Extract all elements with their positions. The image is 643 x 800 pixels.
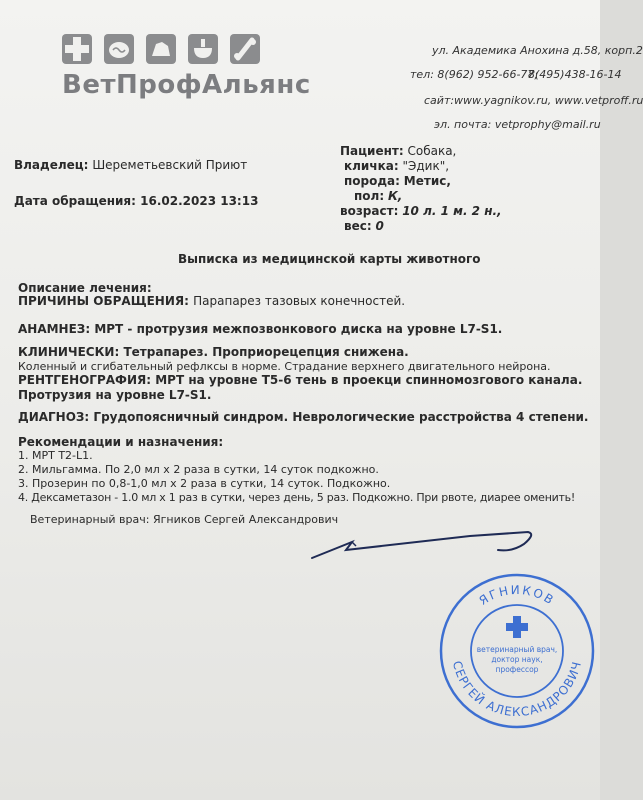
visit-row [14,194,258,208]
stamp-bottom-text: СЕРГЕЙ АЛЕКСАНДРОВИЧ [449,659,585,720]
weight-value: 0 [375,219,384,233]
clinic-website: сайт:www.yagnikov.ru, www.vetproff.ru [424,94,643,107]
dog-icon [146,34,176,64]
clinical-text: Тетрапарез. Проприорецепция снижена. [123,345,409,359]
document-title: Выписка из медицинской карты животного [178,252,481,266]
diagnosis-text: Грудопоясничный синдром. Неврологические расстройства 4 степени. [93,410,589,424]
recommendation-item: 4. Дексаметазон - 1.0 мл х 1 раз в сутки, через день, 5 раз. Подкожно. При рвоте, диарее оменить! [18,491,576,504]
sex-value: К, [387,189,403,203]
clinic-name: ВетПрофАльянс [62,70,311,100]
recommendation-item: 3. Прозерин по 0,8-1,0 мл х 2 раза в сутки, 14 суток. Подкожно. [18,477,391,490]
reasons-text: Парапарез тазовых конечностей. [193,294,406,308]
xray-text: МРТ на уровне Т5-6 тень в проекци спинномозгового канала. [155,373,583,387]
bone-icon [230,34,260,64]
stamp-inner-2: доктор наук, [491,655,543,664]
treatment-label: Описание лечения: [18,281,152,295]
clinical-label: КЛИНИЧЕСКИ: [18,345,120,359]
visit-label: Дата обращения: [14,194,136,208]
doctor-name: Ветеринарный врач: Ягников Сергей Александрович [30,513,339,526]
breed-value: Метис, [403,174,451,188]
owner-value: Шереметьевский Приют [92,158,248,172]
anamnesis-text: МРТ - протрузия межпозвонкового диска на уровне L7-S1. [94,322,503,336]
stamp-inner-3: профессор [495,665,539,674]
clinic-email: эл. почта: vetprophy@mail.ru [434,118,601,131]
xray-label: РЕНТГЕНОГРАФИЯ: [18,373,152,387]
clinical-line2: Коленный и сгибательный рефлксы в норме. Страдание верхнего двигательного нейрона. [18,360,551,373]
recommendation-item: 2. Мильгамма. По 2,0 мл х 2 раза в сутки, 14 суток подкожно. [18,463,379,476]
nick-value: "Эдик", [402,159,450,173]
nick-label: кличка: [344,159,399,173]
recommendations-label: Рекомендации и назначения: [18,435,224,449]
brain-icon [104,34,134,64]
anamnesis-row [18,322,502,336]
owner-row [14,158,247,172]
xray-line2: Протрузия на уровне L7-S1. [18,388,212,402]
age-value: 10 л. 1 м. 2 н., [402,204,502,218]
clinic-phone: тел: 8(962) 952-66-77; [410,68,539,81]
sex-label: пол: [354,189,385,203]
age-label: возраст: [340,204,399,218]
patient-value: Собака, [407,144,457,158]
stamp-top-text: ЯГНИКОВ [476,582,558,608]
visit-value: 16.02.2023 13:13 [140,194,259,208]
doctor-stamp [438,572,596,730]
diagnosis-row [18,410,588,424]
xray-row [18,373,582,387]
stamp-cross-icon [506,616,528,638]
stamp-inner-1: ветеринарный врач, [476,645,558,654]
patient-label: Пациент: [340,144,404,158]
clinic-phone-second: 8(495)438-16-14 [528,68,622,81]
clinical-row [18,345,409,359]
reasons-label: ПРИЧИНЫ ОБРАЩЕНИЯ: [18,294,189,308]
weight-label: вес: [344,219,372,233]
anamnesis-label: АНАМНЕЗ: [18,322,91,336]
cross-icon [62,34,92,64]
recommendation-item: 1. МРТ Т2-L1. [18,449,93,462]
clinic-address: ул. Академика Анохина д.58, корп.2 [432,44,643,57]
reasons-row [18,294,405,308]
signature [300,520,550,570]
owner-label: Владелец: [14,158,89,172]
diagnosis-label: ДИАГНОЗ: [18,410,90,424]
breed-label: порода: [344,174,400,188]
bowl-icon [188,34,218,64]
